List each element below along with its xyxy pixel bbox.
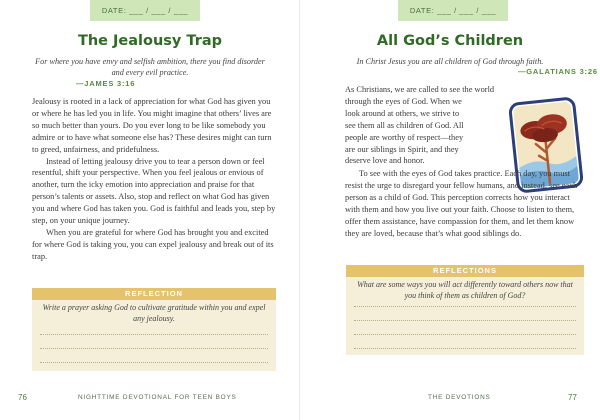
reflection-heading: REFLECTION xyxy=(32,288,276,300)
scripture-verse: In Christ Jesus you are all children of God through faith. xyxy=(356,57,544,66)
body-text-upper xyxy=(345,84,505,167)
paragraph: Instead of letting jealousy drive you to tear a person down or feel resentful, shift your perspective. When you feel jealous or envious of another, turn the icky emotion into appreciation and praise for that person’s talents or assets. Also, stop and reflect on what God has given you and where God has taken you. God is faithful and leads you, step by step, on your unique journey. xyxy=(32,156,276,226)
writing-line[interactable] xyxy=(354,306,576,307)
writing-line[interactable] xyxy=(40,348,268,349)
body-text-lower xyxy=(345,168,580,239)
date-tab xyxy=(398,0,508,21)
paragraph: When you are grateful for where God has brought you and excited for where God is taking you, you can expel jealousy and break out of its trap. xyxy=(32,227,274,261)
reflection-heading: REFLECTIONS xyxy=(346,265,584,277)
text-line: see them all as children of God. All xyxy=(345,120,464,130)
text-line: people are worthy of respect—they xyxy=(345,132,464,142)
text-line: deserve love and honor. xyxy=(345,156,425,166)
date-label: DATE: ___ / ___ / ___ xyxy=(101,6,189,15)
writing-line[interactable] xyxy=(354,320,576,321)
scripture-reference: —GALATIANS 3:26 xyxy=(518,67,598,76)
scripture-verse: For where you have envy and selfish ambition, there you find disorder and every evil practice. xyxy=(35,57,265,77)
running-footer: NIGHTTIME DEVOTIONAL FOR TEEN BOYS xyxy=(78,394,237,401)
text-line: As Christians, we are called to see the world xyxy=(345,85,495,94)
paragraph: Jealousy is rooted in a lack of appreciation for what God has given you or where he has led you in life. You might imagine that others’ lives are so much better than yours. Do you ever long to be like somebody you admire or to have what someone else has? These desires might can turn to greed, unfairness, and pridefulness. xyxy=(32,97,272,154)
writing-line[interactable] xyxy=(40,334,268,335)
paragraph: To see with the eyes of God takes practice. Each day, you must resist the urge to disregard your fellow humans, and instead, see each person as a child of God. This perception corrects how you interact with them and how you live out your faith. Choose to listen to them, offer them assistance, have compassion for them, and let them know they are loved, because that’s what good siblings do. xyxy=(345,169,578,238)
scripture-reference: —JAMES 3:16 xyxy=(76,79,136,88)
writing-line[interactable] xyxy=(354,334,576,335)
body-text xyxy=(32,96,276,263)
running-footer: THE DEVOTIONS xyxy=(428,394,491,401)
text-line: are our siblings in Spirit, and they xyxy=(345,144,459,154)
writing-line[interactable] xyxy=(40,362,268,363)
reflection-prompt: Write a prayer asking God to cultivate gratitude within you and expel any jealousy. xyxy=(42,303,266,323)
reflection-prompt: What are some ways you will act differently toward others now that you think of them as children of God? xyxy=(357,280,573,300)
writing-line[interactable] xyxy=(354,348,576,349)
page-title: The Jealousy Trap xyxy=(77,33,223,49)
page-number: 77 xyxy=(568,393,577,402)
text-line: through the eyes of God. When we xyxy=(345,96,462,106)
text-line: look around at others, we strive to xyxy=(345,108,460,118)
right-page xyxy=(300,0,600,420)
date-label: DATE: ___ / ___ / ___ xyxy=(409,6,497,15)
date-tab xyxy=(90,0,200,21)
page-title: All God’s Children xyxy=(376,33,524,49)
page-number: 76 xyxy=(18,393,27,402)
